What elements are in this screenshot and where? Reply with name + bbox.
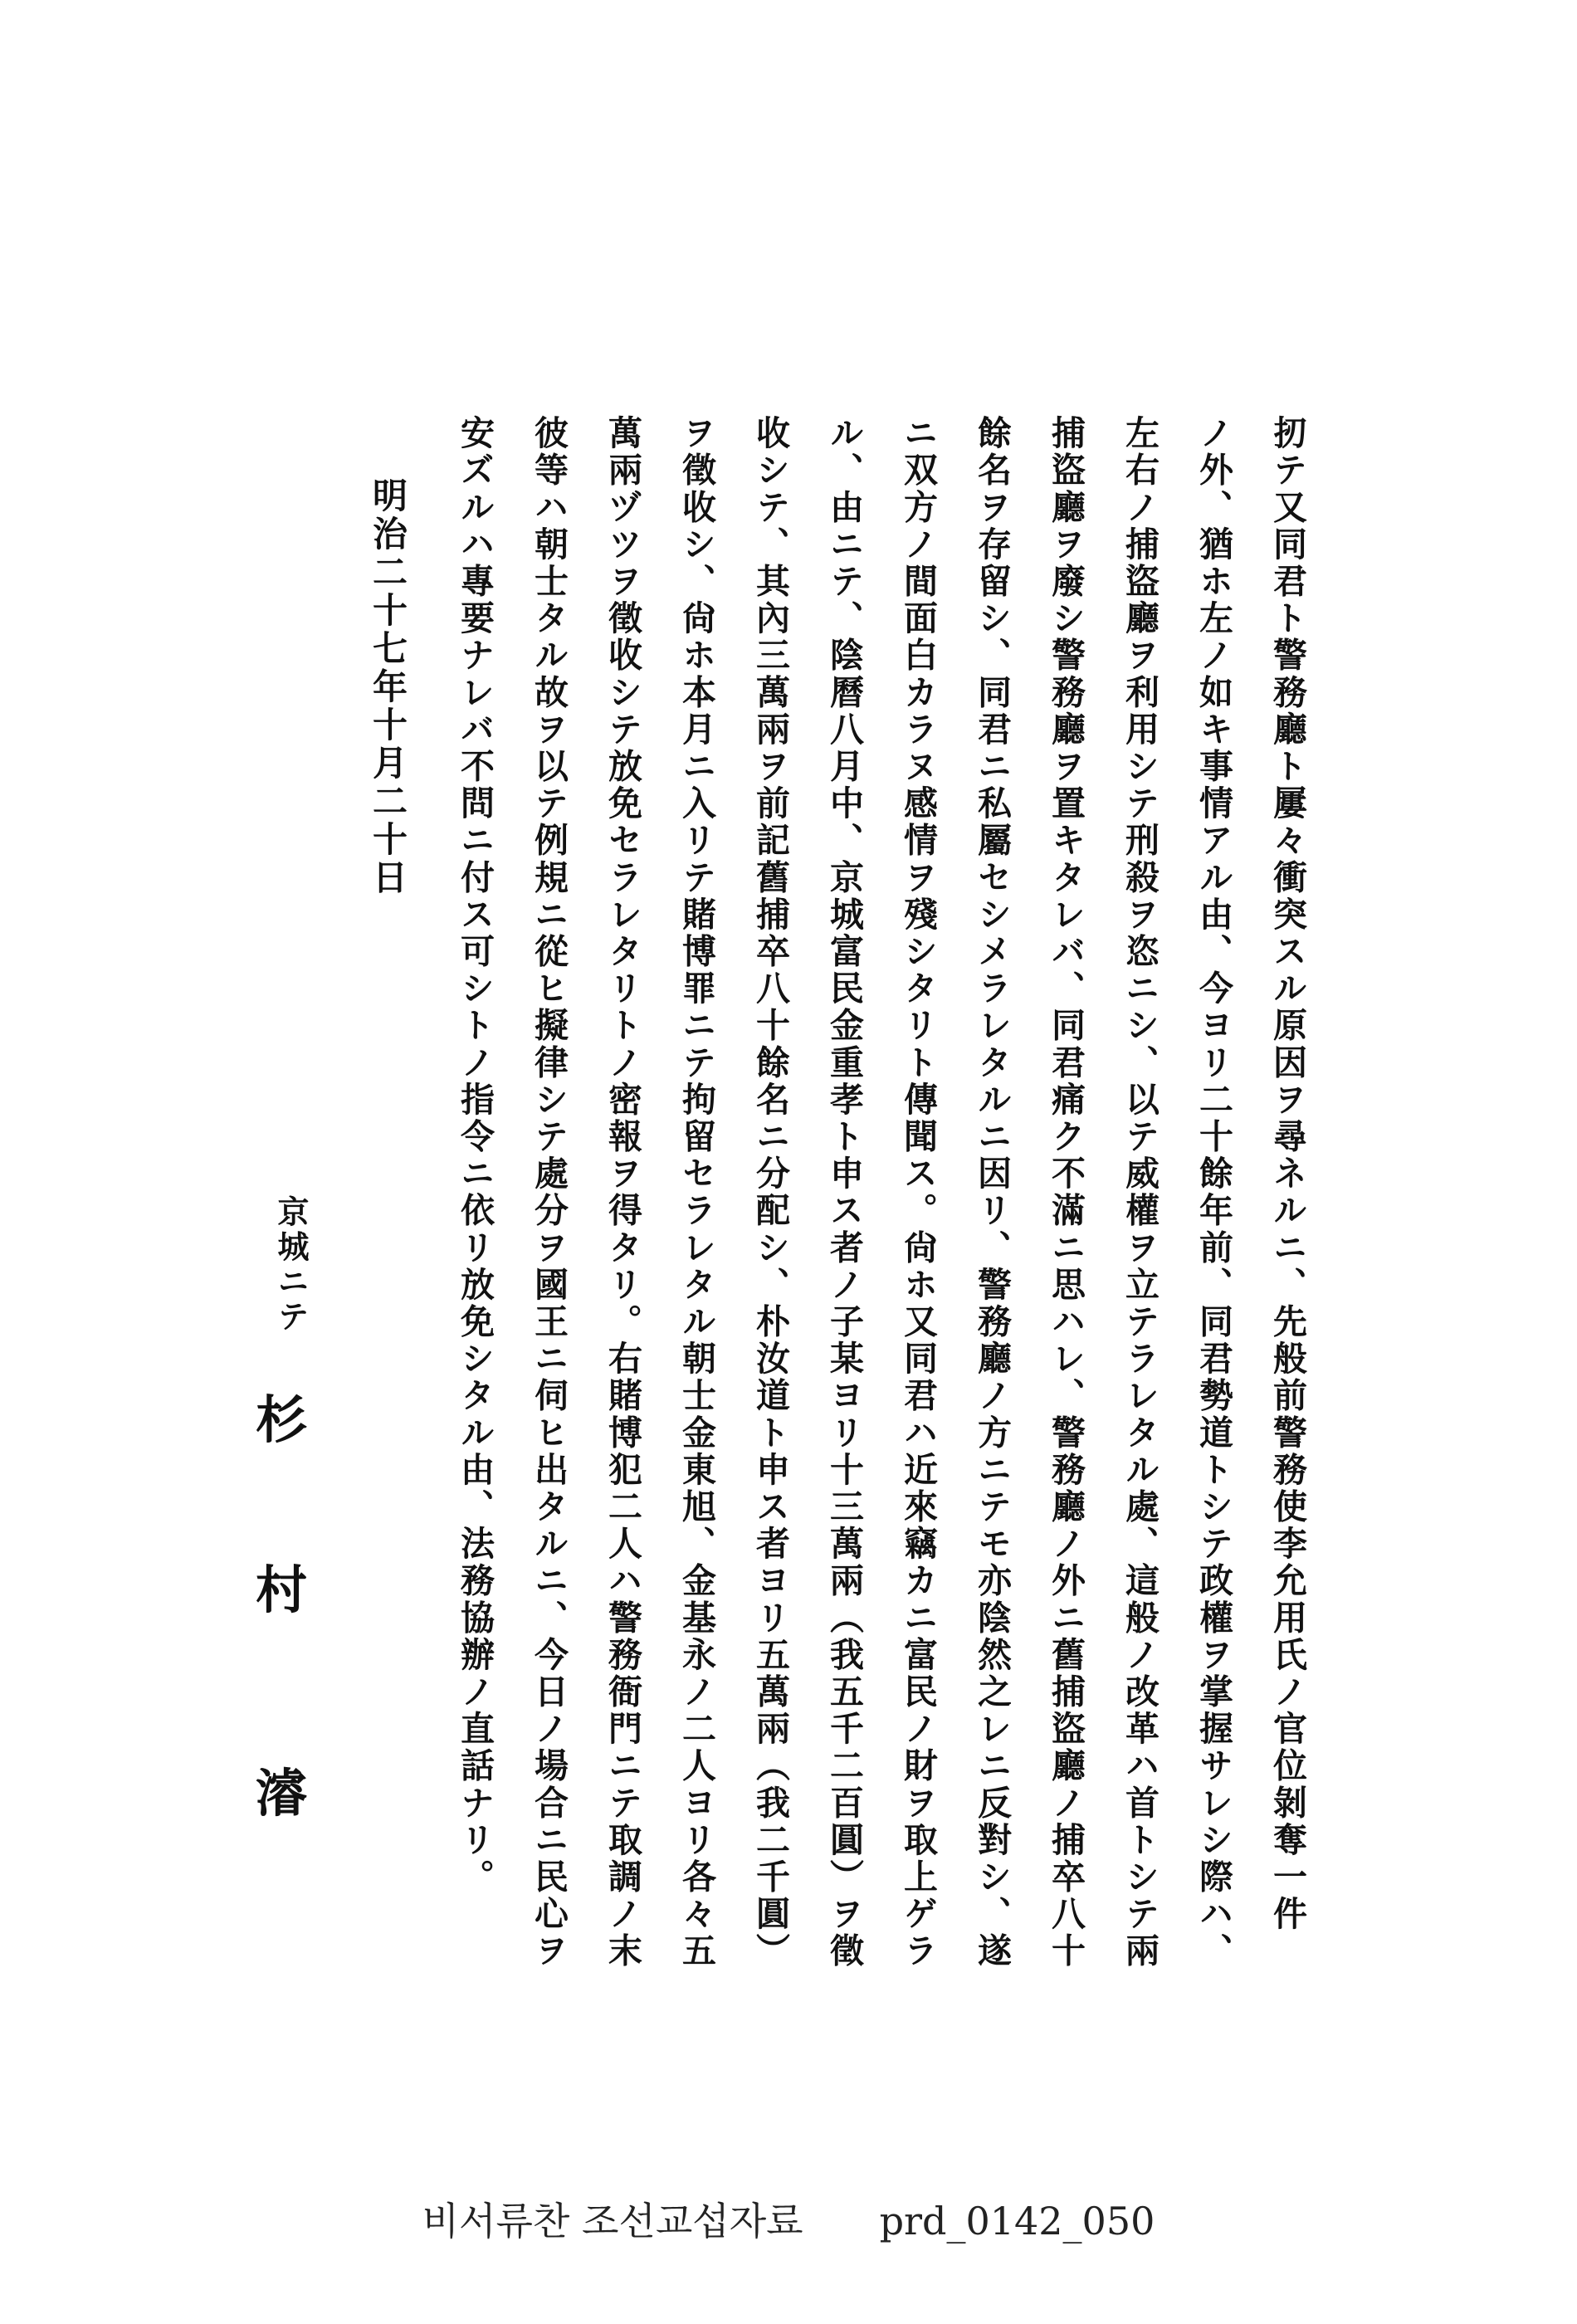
- body-column-11: 彼等ハ朝士タル故ヲ以テ例規ニ從ヒ擬律シテ處分ヲ國王ニ伺ヒ出タルニ、今日ノ場合ニ民心ヲ: [529, 415, 569, 1970]
- body-column-7: ル、由ニテ、陰曆八月中、京城富民金重孝ト申ス者ノ子某ヨリ十三萬兩（我五千二百圓）ヲ徵: [824, 415, 864, 1970]
- author-name-char-1: 杉: [256, 1389, 308, 1450]
- body-column-10: 萬兩ヅツヲ徵收シテ放免セラレタリトノ密報ヲ得タリ。右賭博犯二人ハ警務衙門ニテ取調ノ末: [603, 415, 642, 1970]
- body-column-1: 扨テ又同君ト警務廳ト屢々衝突スル原因ヲ尋ネルニ、先般前警務使李允用氏ノ官位剝奪一件: [1267, 415, 1307, 1933]
- body-column-2: ノ外、猶ホ左ノ如キ事情アル由、今ヨリ二十餘年前、同君勢道トシテ政權ヲ掌握サレシ際ハ、: [1194, 415, 1233, 1970]
- body-column-5: 餘名ヲ存留シ、同君ニ私屬セシメラレタルニ因リ、警務廳ノ方ニテモ亦陰然之レニ反對シ、遂: [972, 415, 1012, 1970]
- body-column-6: ニ双方ノ間面白カラヌ感情ヲ殘シタリト傳聞ス。尙ホ又同君ハ近來竊カニ富民ノ財ヲ取上ゲラ: [898, 415, 938, 1970]
- author-name-char-2: 村: [256, 1560, 308, 1620]
- body-column-4: 捕盜廳ヲ廢シ警務廳ヲ置キタレバ、同君痛ク不滿ニ思ハレ、警務廳ノ外ニ舊捕盜廳ノ捕卒八十: [1046, 415, 1086, 1970]
- body-column-9: ヲ徵收シ、尙ホ本月ニ入リテ賭博罪ニテ拘留セラレタル朝士金東旭、金基永ノ二人ヨリ各々五: [676, 415, 716, 1970]
- archive-footer: 비서류찬 조선교섭자료 prd_0142_050: [422, 2199, 1155, 2243]
- body-column-12: 安ズルハ專要ナレバ不問ニ付ス可シトノ指令ニ依リ放免シタル由、法務協辦ノ直話ナリ。: [455, 415, 495, 1896]
- body-column-3: 左右ノ捕盜廳ヲ利用シテ刑殺ヲ恣ニシ、以テ威權ヲ立テラレタル處、這般ノ改革ハ首トシテ兩: [1120, 415, 1160, 1970]
- body-column-8: 收シテ、其內三萬兩ヲ前記舊捕卒八十餘名ニ分配シ、朴汝道ト申ス者ヨリ五萬兩（我二千圓）: [750, 415, 790, 1970]
- author-name-char-3: 濬: [256, 1763, 308, 1824]
- document-date: 明治二十七年十月二十日: [368, 477, 408, 897]
- signature-location: 京城ニテ: [272, 1195, 310, 1335]
